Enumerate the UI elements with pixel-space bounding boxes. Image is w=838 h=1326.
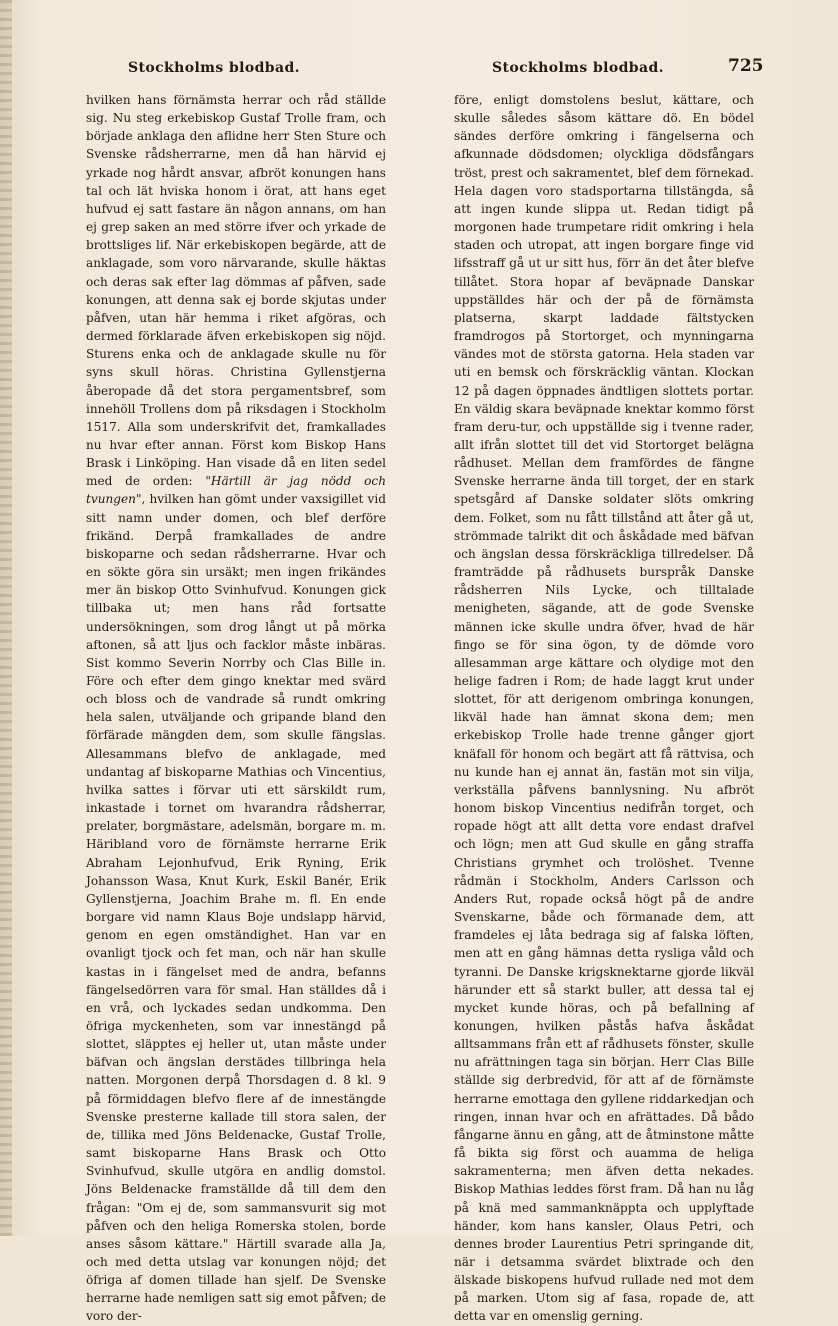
left-text-part-a: hvilken hans förnämsta herrar och råd ställde sig. Nu steg erkebiskop Gustaf Trolle fram, och började anklaga den aflidne herr Sten Sture och Svenske rådsherrarne, men då han härvid ej yrkade nog hårdt ansvar, afbröt konungen hans tal och lät hviska honom i örat, att hans eget hufvud ej satt fastare än någon annans, om han ej grep saken an med större ifver och yrkade de brottsliges lif. När erkebiskopen begärde, att de anklagade, som voro närvarande, skulle häktas och deras sak efter lag dömmas af påfven, sade konungen, att denna sak ej borde skjutas under påfven, utan här hemma i riket afgöras, och dermed förklarade äfven erkebiskopen sig nöjd. Sturens enka och de anklagade skulle nu för syns skull höras. Christina Gyllenstjerna åberopade då det stora pergamentsbref, som innehöll Trollens dom på riksdagen i Stockholm 1517. Alla som underskrifvit det, framkallades nu hvar efter annan. Först kom Biskop Hans Brask i Linköping. Han visade då en liten sedel med de orden: xyxy=(86,93,386,489)
brask-note-quote: "Härtill är jag nödd och tvungen" xyxy=(86,474,386,507)
left-text-part-b: , hvilken han gömt under vaxsigillet vid sitt namn under domen, och blef derföre frikänd. Derpå framkallades de andre biskoparne och sedan rådsherrarne. Hvar och en sökte göra sin ursäkt; men ingen frikändes mer än biskop Otto Svinhufvud. Konungen gick tillbaka ut; men hans råd fortsatte undersökningen, som drog långt ut på mörka aftonen, så att ljus och facklor måste inbäras. Sist kommo Severin Norrby och Clas Bille in. Före och efter dem gingo knektar med svärd och bloss och de vandrade så rundt omkring hela salen, utväljande och gripande bland den förfärade mängden dem, som skulle fängslas. Allesammans blefvo de anklagade, med undantag af biskoparne Mathias och Vincentius, hvilka sattes i förvar uti ett särskildt rum, inkastade i tornet om hvarandra rådsherrar, prelater, borgmästare, adelsmän, borgare m. m. Häribland voro de förnämste herrarne Erik Abraham Lejonhufvud, Erik Ryning, Erik Johansson Wasa, Knut Kurk, Eskil Banér, Erik Gyllenstjerna, Joachim Brahe m. fl. En ende borgare vid namn Klaus Boje undslapp härvid, genom en egen omständighet. Han var en ovanligt tjock och fet man, och när han skulle kastas in i fängelset med de andra, befanns fängelsedörren vara för smal. Han ställdes då i en vrå, och lyckades sedan undkomma. Den öfriga myckenheten, som var innestängd på slottet, släpptes ej heller ut, utan måste under bäfvan och ängslan derstädes tillbringa hela natten. Morgonen derpå Thorsdagen d. 8 kl. 9 på förmiddagen blefvo flere af de innestängde Svenske presterne kallade till stora salen, der de, tillika med Jöns Beldenacke, Gustaf Trolle, samt biskoparne Hans Brask och Otto Svinhufvud, skulle utgöra en andlig domstol. Jöns Beldenacke framställde då till dem den frågan: "Om ej de, som sammansvurit sig mot påfven och den heliga Romerska stolen, borde anses såsom kättare." Härtill svarade alla Ja, och med detta utslag var konungen nöjd; det öfriga af domen tillade han sjelf. De Svenske herrarne hade nemligen satt sig emot påfven; de voro der- xyxy=(86,492,386,1324)
left-text-column xyxy=(86,91,386,1324)
running-head-right: Stockholms blodbad. xyxy=(492,60,664,76)
running-head-left: Stockholms blodbad. xyxy=(128,60,300,76)
left-column-paragraph xyxy=(86,91,386,1326)
right-text-column xyxy=(454,91,754,1324)
right-column-paragraph: före, enligt domstolens beslut, kättare, och skulle således såsom kättare dö. En bödel sändes derföre omkring i fängelserna och afkunnade dödsdomen; olyckliga dödsfångars tröst, prest och sakramentet, blef dem förnekad. Hela dagen voro stadsportarna tillstängda, så att ingen kunde slippa ut. Redan tidigt på morgonen hade trumpetare ridit omkring i hela staden och utropat, att ingen borgare finge vid lifsstraff gå ut ur sitt hus, förr än det åter blefve tillåtet. Stora hopar af beväpnade Danskar uppställdes här och der på de förnämsta platserna, skarpt laddade fältstycken framdrogos på Stortorget, och mynningarna vändes mot de största gatorna. Hela staden var uti en bemsk och förskräcklig väntan. Klockan 12 på dagen öppnades ändtligen slottets portar. En väldig skara beväpnade knektar kommo först fram deru-tur, och uppställde sig i tvenne rader, allt ifrån slottet till det vid Stortorget belägna rådhuset. Mellan dem framfördes de fängne Svenske herrarne ända till torget, der en stark spetsgård af Danske soldater slöts omkring dem. Folket, som nu fått tillstånd att åter gå ut, strömmade talrikt dit och åskådade med bäfvan och ängslan dessa förskräckliga tillredelser. Då framträdde på rådhusets burspråk Danske rådsherren Nils Lycke, och tilltalade menigheten, sägande, att de gode Svenske männen icke skulle undra öfver, hvad de här fingo se för sina ögon, ty de dömde voro allesamman arge kättare och olydige mot den helige fadren i Rom; de hade laggt krut under slottet, för att derigenom ombringa konungen, likväl hade han ämnat skona dem; men erkebiskop Trolle hade trenne gånger gjort knäfall för honom och begärt att få rättvisa, och nu kunde han ej annat än, fastän mot sin vilja, verkställa påfvens bannlysning. Nu afbröt honom biskop Vincentius nedifrån torget, och ropade högt att allt detta vore endast drafvel och lögn; men att Gud skulle en gång straffa Christians grymhet och trolöshet. Tvenne rådmän i Stockholm, Anders Carlsson och Anders Rut, ropade också högt på de andre Svenskarne, både och förmanade dem, att framdeles ej låta bedraga sig af falska löften, men att en gång hämnas detta rysliga våld och tyranni. De Danske krigsknektarne gjorde likväl härunder ett så starkt buller, att dessa tal ej mycket kunde höras, och på befallning af konungen, hvilken påstås hafva åskådat alltsammans från ett af rådhusets fönster, skulle nu afrättningen taga sin början. Herr Clas Bille ställde sig derbredvid, för att af de förnämste herrarne emottaga den gyllene riddarkedjan och ringen, innan hvar och en afrättades. Då bådo fångarne ännu en gång, att de åtminstone måtte få bikta sig först och auamma de heliga sakramenterna; men äfven detta nekades. Biskop Mathias leddes först fram. Då han nu låg på knä med sammanknäppta och upplyftade händer, kom hans kansler, Olaus Petri, och dennes broder Laurentius Petri springande dit, när i detsamma svärdet blixtrade och den älskade biskopens hufvud rullade ned mot dem på marken. Utom sig af fasa, ropade de, att detta var en omenslig gerning. xyxy=(454,93,754,1324)
page-number: 725 xyxy=(728,56,764,76)
page-header xyxy=(0,56,838,84)
page-gutter-shadow xyxy=(0,0,12,1236)
